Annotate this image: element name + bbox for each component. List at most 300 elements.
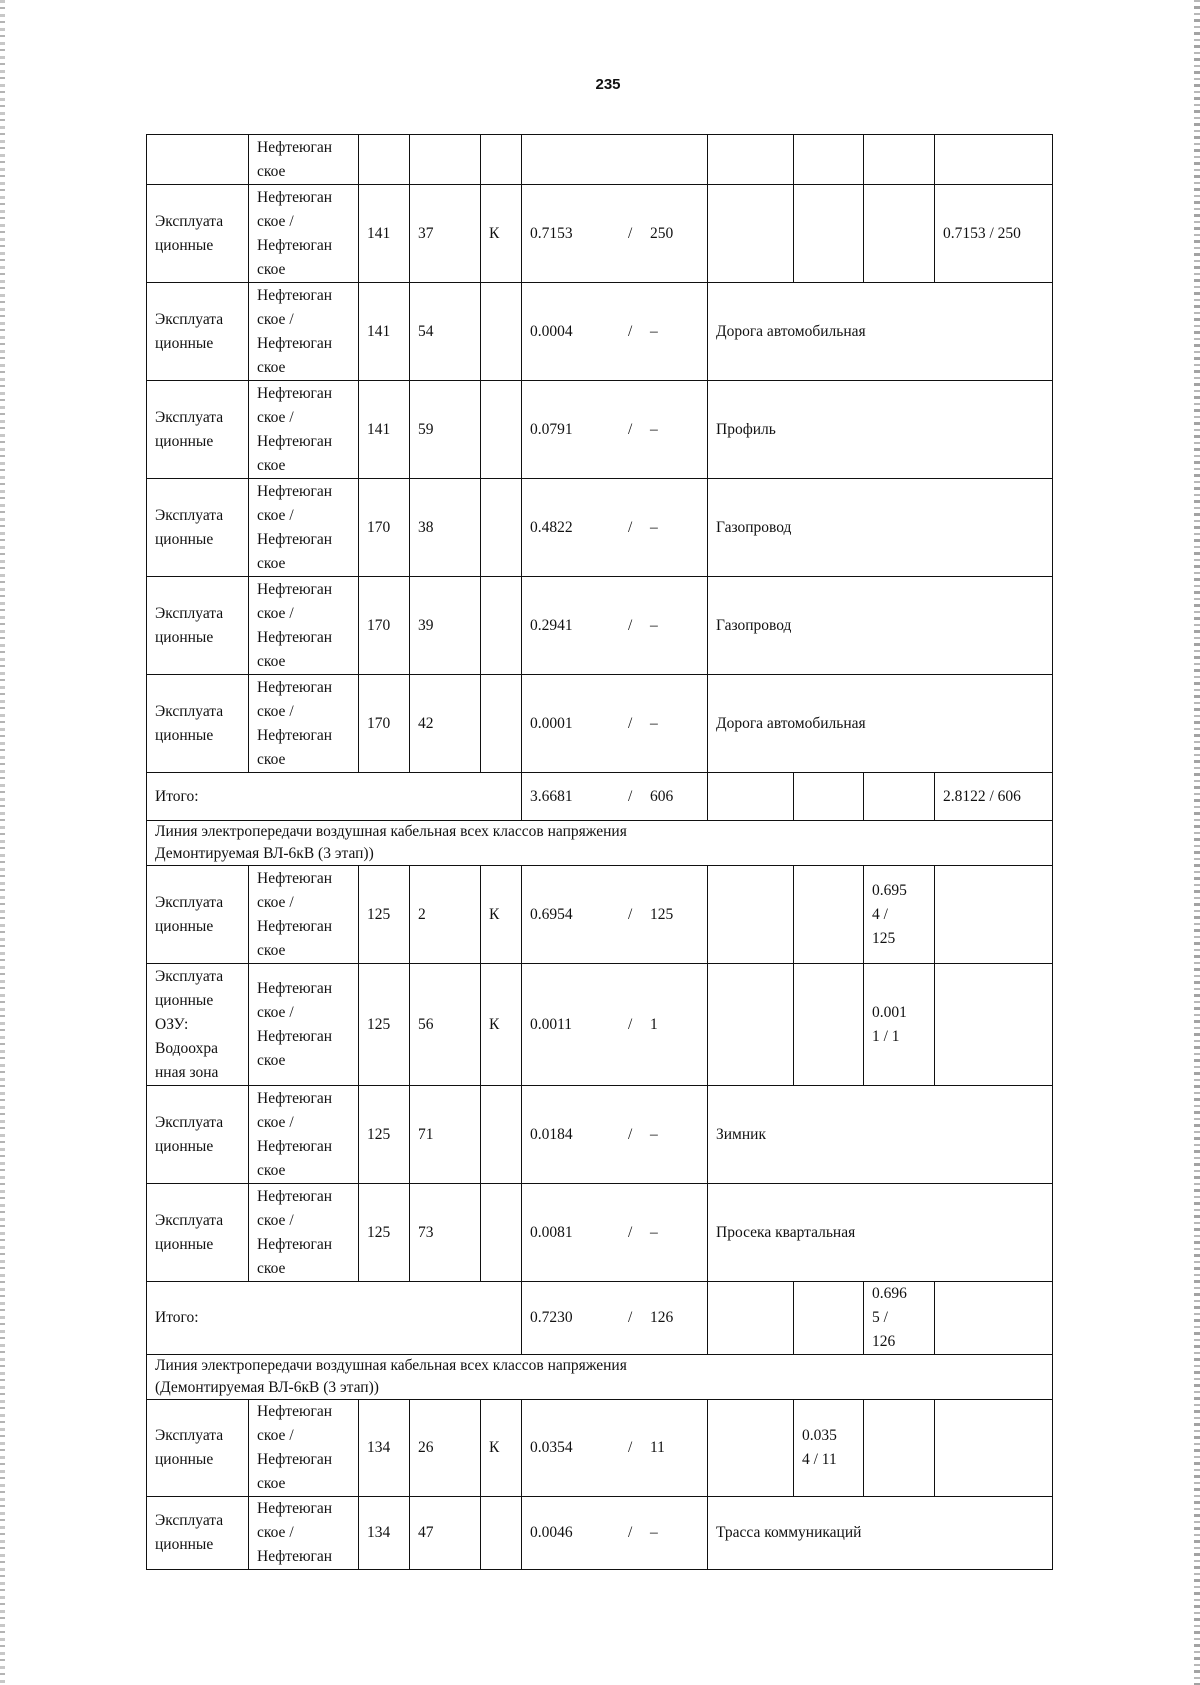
area-slash: / xyxy=(628,1015,633,1033)
use-type-cell-line: Эксплуата xyxy=(155,1211,224,1229)
quarter-number-cell xyxy=(359,866,410,964)
col8-cell xyxy=(794,866,864,964)
area-hectares: 0.0011 xyxy=(530,1015,573,1033)
col8-cell-line: 4 / 11 xyxy=(802,1451,837,1468)
location-cell-line: ское xyxy=(257,1051,286,1069)
location-cell-line: Нефтеюган xyxy=(257,1548,333,1565)
col9-cell-line: 1 / 1 xyxy=(872,1027,900,1045)
plot-number-cell xyxy=(410,185,481,283)
col8-cell-line: 0.035 xyxy=(802,1427,837,1444)
use-type-cell xyxy=(147,1497,249,1570)
location-cell-line: ское xyxy=(257,1259,286,1277)
use-type-cell xyxy=(147,1086,249,1184)
use-type-cell xyxy=(147,964,249,1086)
col9-cell-line: 4 / xyxy=(872,905,888,923)
use-type-cell-line: Эксплуата xyxy=(155,1113,224,1131)
col7-cell xyxy=(708,964,794,1086)
table-row xyxy=(147,675,1053,773)
area-cell xyxy=(522,1282,708,1355)
use-type-cell xyxy=(147,479,249,577)
col9-cell-line: 0.001 xyxy=(872,1003,907,1021)
quarter-number-cell-text: 141 xyxy=(367,420,391,438)
area-hectares: 0.4822 xyxy=(530,518,573,536)
col10-cell xyxy=(935,773,1053,821)
location-cell-line: ское xyxy=(257,1161,286,1179)
plot-number-cell xyxy=(410,1400,481,1497)
area-slash: / xyxy=(628,1223,633,1241)
table-row xyxy=(147,1086,1053,1184)
col9-cell xyxy=(864,866,935,964)
table-row xyxy=(147,866,1053,964)
location-cell-line: ское / xyxy=(257,604,294,622)
area-hectares: 0.0791 xyxy=(530,420,573,438)
area-cell xyxy=(522,1400,708,1497)
location-cell-line: ское xyxy=(257,750,286,768)
area-hectares: 0.0354 xyxy=(530,1439,573,1456)
category-mark-cell xyxy=(481,1086,522,1184)
area-slash: / xyxy=(628,714,633,732)
location-cell-line: ское / xyxy=(257,1524,294,1541)
location-cell xyxy=(249,479,359,577)
use-type-cell xyxy=(147,577,249,675)
area-slash: / xyxy=(628,420,633,438)
col8-cell xyxy=(794,964,864,1086)
area-slash: / xyxy=(628,518,633,536)
area-units: 11 xyxy=(650,1439,665,1456)
section-title-line: Линия электропередачи воздушная кабельная всех классов напряжения xyxy=(155,823,627,840)
use-type-cell-line: Эксплуата xyxy=(155,604,224,622)
area-units: – xyxy=(650,322,658,340)
purpose-cell: Дорога автомобильная xyxy=(708,675,1053,773)
use-type-cell-line: ционные xyxy=(155,726,214,744)
section-title xyxy=(147,821,1053,866)
area-units: – xyxy=(650,1125,658,1143)
location-cell-line: ское / xyxy=(257,1211,294,1229)
table-row xyxy=(147,577,1053,675)
plot-number-cell xyxy=(410,1184,481,1282)
location-cell-line: Нефтеюган xyxy=(257,869,333,887)
area-slash: / xyxy=(628,616,633,634)
use-type-cell-line: Эксплуата xyxy=(155,408,224,426)
area-slash: / xyxy=(628,224,633,242)
quarter-number-cell-text: 141 xyxy=(367,224,391,242)
total-label: Итого: xyxy=(147,1282,522,1355)
location-cell-line: Нефтеюган xyxy=(257,432,333,450)
area-slash: / xyxy=(628,1524,633,1541)
use-type-cell-line: ционные xyxy=(155,530,214,548)
col9-cell xyxy=(864,1400,935,1497)
location-cell-line: Нефтеюган xyxy=(257,979,333,997)
category-mark-cell xyxy=(481,381,522,479)
col8-cell xyxy=(794,185,864,283)
quarter-number-cell xyxy=(359,675,410,773)
area-slash: / xyxy=(628,1309,633,1326)
col9-cell-line: 5 / xyxy=(872,1309,888,1326)
area-units: 125 xyxy=(650,905,674,923)
location-cell xyxy=(249,964,359,1086)
area-cell xyxy=(522,866,708,964)
location-cell-line: ское / xyxy=(257,408,294,426)
col7-cell xyxy=(708,1282,794,1355)
location-cell-line: Нефтеюган xyxy=(257,1137,333,1155)
use-type-cell-line: Эксплуата xyxy=(155,967,224,985)
quarter-number-cell xyxy=(359,381,410,479)
use-type-cell xyxy=(147,185,249,283)
location-cell xyxy=(249,577,359,675)
location-cell-line: Нефтеюган xyxy=(257,678,333,696)
col7-cell xyxy=(708,1400,794,1497)
area-units: 606 xyxy=(650,787,674,805)
scan-edge-right xyxy=(1194,0,1200,1685)
use-type-cell-line: Эксплуата xyxy=(155,506,224,524)
col8-cell xyxy=(794,135,864,185)
area-cell xyxy=(522,135,708,185)
location-cell-line: Нефтеюган xyxy=(257,482,333,500)
location-cell xyxy=(249,1184,359,1282)
quarter-number-cell xyxy=(359,964,410,1086)
location-cell-line: Нефтеюган xyxy=(257,530,333,548)
use-type-cell-line: Эксплуата xyxy=(155,893,224,911)
area-cell xyxy=(522,185,708,283)
purpose-cell: Профиль xyxy=(708,381,1053,479)
category-mark-cell xyxy=(481,675,522,773)
col9-cell xyxy=(864,773,935,821)
area-units: 126 xyxy=(650,1309,674,1326)
location-cell-line: Нефтеюган xyxy=(257,188,333,206)
area-units: 1 xyxy=(650,1015,658,1033)
area-hectares: 0.0184 xyxy=(530,1125,573,1143)
table-row xyxy=(147,1184,1053,1282)
location-cell xyxy=(249,283,359,381)
total-label: Итого: xyxy=(147,773,522,821)
plot-number-cell xyxy=(410,135,481,185)
location-cell-line: ское / xyxy=(257,212,294,230)
page-number: 235 xyxy=(595,76,621,93)
use-type-cell xyxy=(147,1184,249,1282)
category-mark-cell xyxy=(481,1497,522,1570)
use-type-cell-line: ОЗУ: xyxy=(155,1015,189,1033)
total-row xyxy=(147,1282,1053,1355)
location-cell-line: ское xyxy=(257,1475,286,1492)
section-title-line: Демонтируемая ВЛ-6кВ (3 этап)) xyxy=(155,845,374,862)
use-type-cell-line: нная зона xyxy=(155,1063,219,1081)
col10-cell-text: 2.8122 / 606 xyxy=(943,787,1021,805)
section-header-row xyxy=(147,821,1053,866)
area-cell xyxy=(522,964,708,1086)
table-row xyxy=(147,479,1053,577)
plot-number-cell-text: 37 xyxy=(418,224,434,242)
category-mark-cell-text: К xyxy=(489,905,500,923)
col10-cell xyxy=(935,135,1053,185)
plot-number-cell-text: 73 xyxy=(418,1223,434,1241)
area-hectares: 0.7230 xyxy=(530,1309,573,1326)
area-hectares: 0.0046 xyxy=(530,1524,573,1541)
location-cell-line: Нефтеюган xyxy=(257,1451,333,1468)
quarter-number-cell xyxy=(359,1497,410,1570)
land-plots-table xyxy=(146,134,1053,1570)
location-cell-line: Нефтеюган xyxy=(257,1027,333,1045)
use-type-cell-line: ционные xyxy=(155,432,214,450)
area-units: – xyxy=(650,616,658,634)
use-type-cell xyxy=(147,866,249,964)
plot-number-cell xyxy=(410,675,481,773)
location-cell xyxy=(249,1497,359,1570)
use-type-cell-line: Эксплуата xyxy=(155,1427,224,1444)
quarter-number-cell-text: 170 xyxy=(367,616,391,634)
table-row xyxy=(147,283,1053,381)
location-cell-line: ское / xyxy=(257,893,294,911)
area-units: 250 xyxy=(650,224,674,242)
table-row xyxy=(147,1497,1053,1570)
area-cell xyxy=(522,577,708,675)
category-mark-cell-text: К xyxy=(489,1439,500,1456)
location-cell-line: ское xyxy=(257,554,286,572)
location-cell-line: Нефтеюган xyxy=(257,726,333,744)
purpose-cell: Зимник xyxy=(708,1086,1053,1184)
plot-number-cell-text: 39 xyxy=(418,616,434,634)
area-slash: / xyxy=(628,1439,633,1456)
plot-number-cell-text: 47 xyxy=(418,1524,434,1541)
location-cell-line: Нефтеюган xyxy=(257,1500,333,1517)
col9-cell xyxy=(864,1282,935,1355)
use-type-cell-line: ционные xyxy=(155,1451,214,1468)
location-cell-line: ское xyxy=(257,358,286,376)
purpose-cell: Дорога автомобильная xyxy=(708,283,1053,381)
quarter-number-cell-text: 125 xyxy=(367,905,391,923)
location-cell-line: Нефтеюган xyxy=(257,1235,333,1253)
plot-number-cell xyxy=(410,1086,481,1184)
total-row xyxy=(147,773,1053,821)
col9-cell-line: 126 xyxy=(872,1333,896,1350)
col10-cell xyxy=(935,866,1053,964)
section-header-row xyxy=(147,1355,1053,1400)
quarter-number-cell-text: 125 xyxy=(367,1015,391,1033)
area-cell xyxy=(522,381,708,479)
plot-number-cell-text: 2 xyxy=(418,905,426,923)
location-cell xyxy=(249,866,359,964)
use-type-cell-line: Водоохра xyxy=(155,1039,219,1057)
location-cell-line: ское / xyxy=(257,1427,294,1444)
quarter-number-cell xyxy=(359,1086,410,1184)
category-mark-cell xyxy=(481,283,522,381)
area-hectares: 3.6681 xyxy=(530,787,573,805)
table-row xyxy=(147,135,1053,185)
category-mark-cell xyxy=(481,577,522,675)
col8-cell xyxy=(794,773,864,821)
location-cell xyxy=(249,1086,359,1184)
plot-number-cell xyxy=(410,1497,481,1570)
location-cell-line: Нефтеюган xyxy=(257,138,333,156)
location-cell xyxy=(249,1400,359,1497)
plot-number-cell xyxy=(410,283,481,381)
location-cell xyxy=(249,135,359,185)
purpose-cell: Газопровод xyxy=(708,577,1053,675)
location-cell-line: ское xyxy=(257,652,286,670)
area-cell xyxy=(522,479,708,577)
area-cell xyxy=(522,675,708,773)
table-row xyxy=(147,1400,1053,1497)
location-cell-line: Нефтеюган xyxy=(257,580,333,598)
plot-number-cell-text: 56 xyxy=(418,1015,434,1033)
area-cell xyxy=(522,283,708,381)
category-mark-cell-text: К xyxy=(489,224,500,242)
use-type-cell-line: ционные xyxy=(155,1536,214,1553)
location-cell-line: Нефтеюган xyxy=(257,236,333,254)
purpose-cell: Трасса коммуникаций xyxy=(708,1497,1053,1570)
col7-cell xyxy=(708,773,794,821)
location-cell xyxy=(249,185,359,283)
quarter-number-cell-text: 141 xyxy=(367,322,391,340)
quarter-number-cell xyxy=(359,577,410,675)
area-slash: / xyxy=(628,1125,633,1143)
plot-number-cell-text: 26 xyxy=(418,1439,434,1456)
quarter-number-cell-text: 134 xyxy=(367,1524,391,1541)
use-type-cell xyxy=(147,675,249,773)
area-cell xyxy=(522,1086,708,1184)
location-cell-line: Нефтеюган xyxy=(257,917,333,935)
quarter-number-cell-text: 170 xyxy=(367,714,391,732)
location-cell-line: ское xyxy=(257,260,286,278)
location-cell-line: ское / xyxy=(257,702,294,720)
category-mark-cell xyxy=(481,479,522,577)
area-units: – xyxy=(650,714,658,732)
plot-number-cell xyxy=(410,479,481,577)
area-hectares: 0.7153 xyxy=(530,224,573,242)
use-type-cell-line: ционные xyxy=(155,1137,214,1155)
category-mark-cell xyxy=(481,1184,522,1282)
area-slash: / xyxy=(628,787,633,805)
location-cell-line: Нефтеюган xyxy=(257,628,333,646)
use-type-cell-line: ционные xyxy=(155,628,214,646)
col9-cell-line: 0.695 xyxy=(872,881,907,899)
plot-number-cell-text: 38 xyxy=(418,518,434,536)
area-units: – xyxy=(650,1524,658,1541)
plot-number-cell xyxy=(410,381,481,479)
area-hectares: 0.0001 xyxy=(530,714,573,732)
location-cell-line: ское xyxy=(257,456,286,474)
use-type-cell-line: ционные xyxy=(155,917,214,935)
category-mark-cell xyxy=(481,135,522,185)
plot-number-cell xyxy=(410,577,481,675)
category-mark-cell xyxy=(481,185,522,283)
col9-cell-line: 0.696 xyxy=(872,1285,907,1302)
col9-cell xyxy=(864,185,935,283)
use-type-cell-line: Эксплуата xyxy=(155,1512,224,1529)
table-row xyxy=(147,185,1053,283)
location-cell xyxy=(249,381,359,479)
use-type-cell-line: Эксплуата xyxy=(155,702,224,720)
area-hectares: 0.0004 xyxy=(530,322,573,340)
area-cell xyxy=(522,1184,708,1282)
category-mark-cell xyxy=(481,964,522,1086)
location-cell-line: Нефтеюган xyxy=(257,286,333,304)
section-title xyxy=(147,1355,1053,1400)
use-type-cell xyxy=(147,381,249,479)
location-cell-line: Нефтеюган xyxy=(257,1403,333,1420)
location-cell-line: Нефтеюган xyxy=(257,334,333,352)
use-type-cell-line: Эксплуата xyxy=(155,212,224,230)
col10-cell xyxy=(935,1282,1053,1355)
location-cell-line: Нефтеюган xyxy=(257,384,333,402)
location-cell-line: ское / xyxy=(257,310,294,328)
location-cell-line: Нефтеюган xyxy=(257,1089,333,1107)
col8-cell xyxy=(794,1400,864,1497)
use-type-cell-line: Эксплуата xyxy=(155,310,224,328)
location-cell-line: ское / xyxy=(257,1003,294,1021)
use-type-cell xyxy=(147,283,249,381)
area-units: – xyxy=(650,420,658,438)
area-cell xyxy=(522,1497,708,1570)
col10-cell-text: 0.7153 / 250 xyxy=(943,224,1021,242)
area-hectares: 0.2941 xyxy=(530,616,573,634)
col7-cell xyxy=(708,135,794,185)
table-row xyxy=(147,381,1053,479)
plot-number-cell xyxy=(410,964,481,1086)
col9-cell xyxy=(864,135,935,185)
location-cell-line: ское / xyxy=(257,1113,294,1131)
col9-cell-line: 125 xyxy=(872,929,896,947)
table-row xyxy=(147,964,1053,1086)
location-cell-line: ское / xyxy=(257,506,294,524)
quarter-number-cell-text: 125 xyxy=(367,1223,391,1241)
area-slash: / xyxy=(628,322,633,340)
use-type-cell xyxy=(147,135,249,185)
category-mark-cell-text: К xyxy=(489,1015,500,1033)
section-title-line: Линия электропередачи воздушная кабельная всех классов напряжения xyxy=(155,1357,627,1374)
area-cell xyxy=(522,773,708,821)
scan-edge-left xyxy=(0,0,5,1685)
category-mark-cell xyxy=(481,1400,522,1497)
col8-cell xyxy=(794,1282,864,1355)
location-cell-line: ское xyxy=(257,162,286,180)
quarter-number-cell xyxy=(359,479,410,577)
area-units: – xyxy=(650,518,658,536)
quarter-number-cell xyxy=(359,283,410,381)
quarter-number-cell xyxy=(359,1184,410,1282)
quarter-number-cell xyxy=(359,135,410,185)
col7-cell xyxy=(708,866,794,964)
location-cell xyxy=(249,675,359,773)
col9-cell xyxy=(864,964,935,1086)
plot-number-cell-text: 71 xyxy=(418,1125,434,1143)
area-units: – xyxy=(650,1223,658,1241)
quarter-number-cell-text: 125 xyxy=(367,1125,391,1143)
purpose-cell: Газопровод xyxy=(708,479,1053,577)
area-slash: / xyxy=(628,905,633,923)
location-cell-line: ское xyxy=(257,941,286,959)
col10-cell xyxy=(935,1400,1053,1497)
use-type-cell xyxy=(147,1400,249,1497)
col10-cell xyxy=(935,964,1053,1086)
area-hectares: 0.6954 xyxy=(530,905,573,923)
purpose-cell: Просека квартальная xyxy=(708,1184,1053,1282)
use-type-cell-line: ционные xyxy=(155,1235,214,1253)
use-type-cell-line: ционные xyxy=(155,236,214,254)
quarter-number-cell xyxy=(359,185,410,283)
plot-number-cell-text: 59 xyxy=(418,420,434,438)
use-type-cell-line: ционные xyxy=(155,991,214,1009)
quarter-number-cell-text: 134 xyxy=(367,1439,391,1456)
plot-number-cell-text: 42 xyxy=(418,714,434,732)
section-title-line: (Демонтируемая ВЛ-6кВ (3 этап)) xyxy=(155,1379,379,1396)
col7-cell xyxy=(708,185,794,283)
quarter-number-cell xyxy=(359,1400,410,1497)
use-type-cell-line: ционные xyxy=(155,334,214,352)
plot-number-cell xyxy=(410,866,481,964)
category-mark-cell xyxy=(481,866,522,964)
area-hectares: 0.0081 xyxy=(530,1223,573,1241)
location-cell-line: Нефтеюган xyxy=(257,1187,333,1205)
